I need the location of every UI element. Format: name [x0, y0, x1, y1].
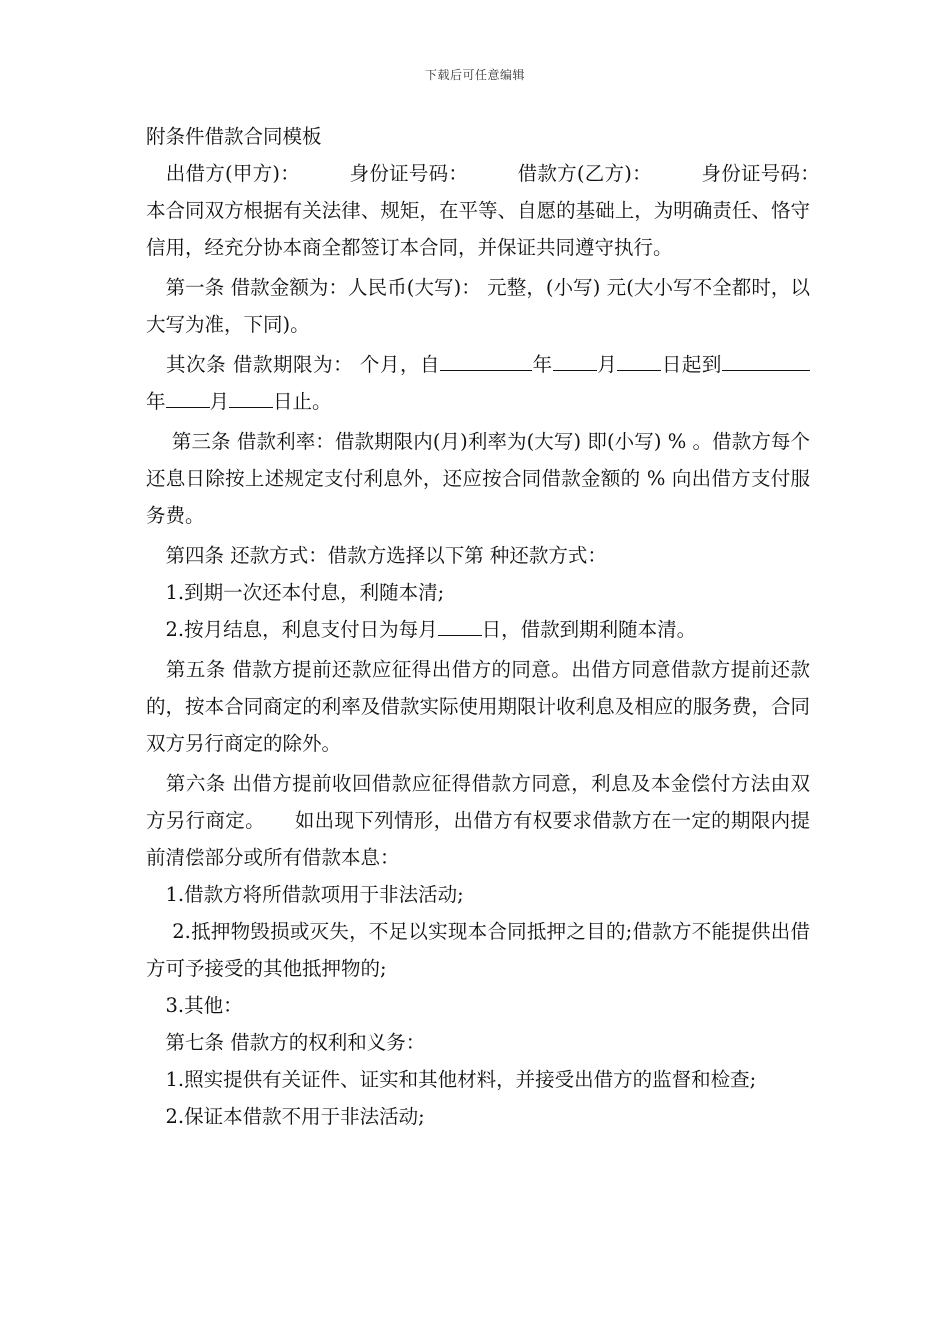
text: 年	[532, 353, 553, 376]
paragraph-option-1: 1.到期一次还本付息，利随本清;	[146, 581, 445, 604]
text: 月	[209, 390, 230, 413]
paragraph-article-1: 第一条 借款金额为：人民币(大写)： 元整，(小写) 元(大小写不全都时，以大写为准，下同)。	[146, 276, 810, 336]
page-header: 下载后可任意编辑	[424, 68, 525, 82]
paragraph-parties: 出借方(甲方)： 身份证号码： 借款方(乙方)： 身份证号码： 本合同双方根据有关法律、规矩，在平等、自愿的基础上，为明确责任、恪守信用，经充分协本商全都签订本合同，并保证共同遵守执行。	[146, 162, 869, 259]
blank-line	[229, 389, 273, 408]
text: 日，借款到期利随本清。	[481, 618, 697, 641]
paragraph-article-2	[146, 346, 810, 420]
document-body	[146, 118, 869, 1135]
paragraph-case-3: 3.其他：	[146, 994, 243, 1017]
text: 2.按月结息，利息支付日为每月	[146, 618, 438, 641]
paragraph-option-2	[146, 611, 810, 648]
text: 其次条 借款期限为： 个月，自	[146, 353, 441, 376]
text: 日起到	[661, 353, 722, 376]
blank-line	[166, 389, 210, 408]
blank-line	[440, 352, 532, 371]
paragraph-duty-2: 2.保证本借款不用于非法活动;	[146, 1105, 425, 1128]
blank-line	[553, 352, 597, 371]
blank-line	[766, 352, 810, 371]
paragraph-case-1: 1.借款方将所借款项用于非法活动;	[146, 883, 464, 906]
blank-line	[617, 352, 661, 371]
text: 年	[146, 390, 166, 413]
paragraph-case-2: 2.抵押物毁损或灭失，不足以实现本合同抵押之目的;借款方不能提供出借方可予接受的其他抵押物的;	[146, 920, 810, 980]
paragraph-article-4: 第四条 还款方式：借款方选择以下第 种还款方式：	[146, 544, 607, 567]
blank-line	[722, 352, 766, 371]
paragraph-article-5: 第五条 借款方提前还款应征得出借方的同意。出借方同意借款方提前还款的，按本合同商定的利率及借款实际使用期限计收利息及相应的服务费，合同双方另行商定的除外。	[146, 658, 810, 755]
paragraph-article-6: 第六条 出借方提前收回借款应征得借款方同意，利息及本金偿付方法由双方另行商定。 如出现下列情形，出借方有权要求借款方在一定的期限内提前清偿部分或所有借款本息：	[146, 772, 810, 869]
paragraph-duty-1: 1.照实提供有关证件、证实和其他材料，并接受出借方的监督和检查;	[146, 1068, 757, 1091]
text: 月	[596, 353, 618, 376]
text: 日止。	[273, 390, 332, 413]
paragraph-article-7: 第七条 借款方的权利和义务：	[146, 1031, 426, 1054]
blank-line	[438, 617, 482, 636]
paragraph-article-3: 第三条 借款利率：借款期限内(月)利率为(大写) 即(小写) % 。借款方每个还息日除按上述规定支付利息外，还应按合同借款金额的 % 向出借方支付服务费。	[146, 430, 810, 527]
document-title: 附条件借款合同模板	[146, 125, 322, 148]
